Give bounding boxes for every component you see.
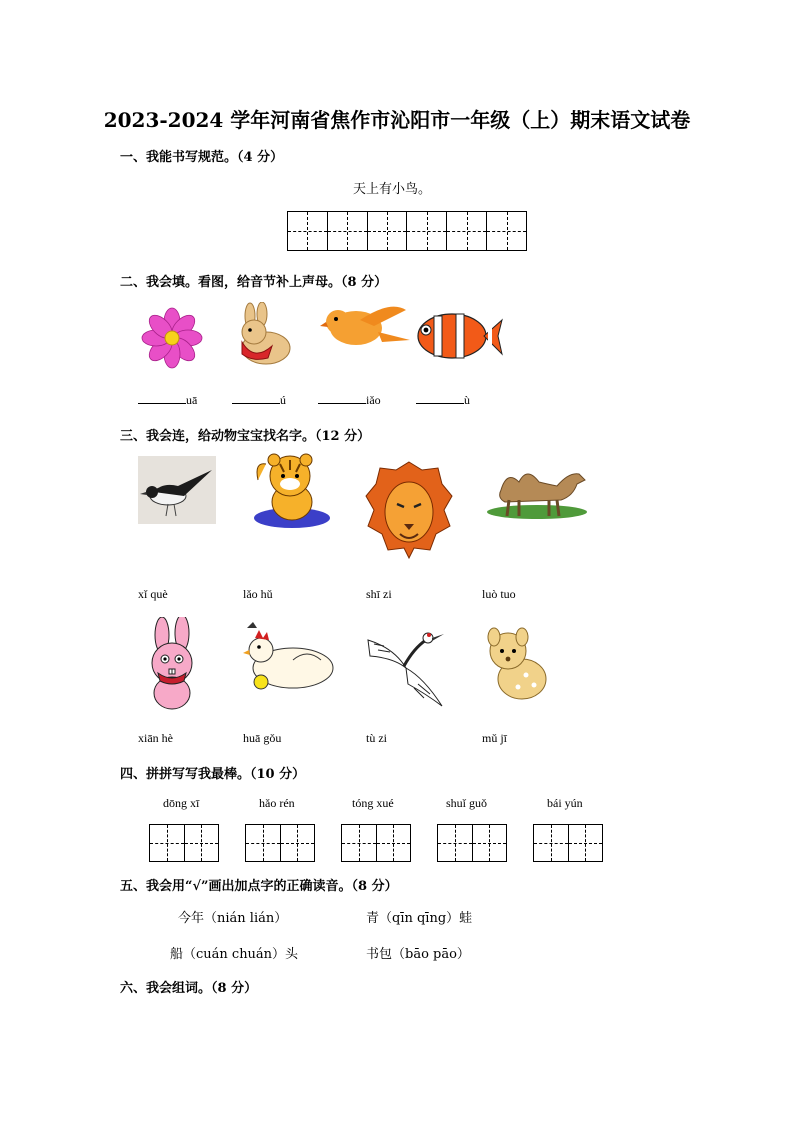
- writing-box[interactable]: [341, 824, 411, 862]
- section-6-heading: 六、我会组词。（8 分）: [120, 981, 258, 996]
- pinyin-label[interactable]: lǎo hǔ: [243, 587, 273, 601]
- fawn-picture: [482, 625, 554, 705]
- tiger-picture: [248, 450, 334, 530]
- word-pinyin: shuǐ guǒ: [446, 796, 488, 810]
- reading-choice[interactable]: 船（cuán chuán）头: [170, 947, 299, 962]
- bird-picture: [320, 300, 412, 352]
- section-1-heading: 一、我能书写规范。（4 分）: [120, 150, 284, 165]
- hen-picture: [243, 620, 339, 692]
- pinyin-label[interactable]: tù zi: [366, 731, 387, 745]
- flower-picture: [140, 307, 204, 369]
- pinyin-label[interactable]: huā gǒu: [243, 731, 282, 745]
- section-5-heading: 五、我会用“√”画出加点字的正确读音。（8 分）: [120, 879, 398, 894]
- rabbit-picture: [138, 617, 208, 713]
- rabbit-picture: [228, 302, 294, 368]
- grid-cell[interactable]: [288, 212, 328, 250]
- magpie-picture: [138, 456, 216, 524]
- grid-cell[interactable]: [328, 212, 368, 250]
- pinyin-blank-3[interactable]: iǎo: [318, 391, 381, 408]
- grid-cell[interactable]: [487, 212, 526, 250]
- word-pinyin: tóng xué: [352, 796, 394, 810]
- camel-picture: [487, 460, 591, 520]
- grid-cell[interactable]: [368, 212, 408, 250]
- reading-choice[interactable]: 书包（bāo pāo）: [366, 947, 470, 962]
- pinyin-blank-2[interactable]: ú: [232, 391, 286, 408]
- grid-cell[interactable]: [407, 212, 447, 250]
- pinyin-label[interactable]: shī zi: [366, 587, 392, 601]
- writing-box[interactable]: [533, 824, 603, 862]
- reading-choice[interactable]: 今年（nián lián）: [178, 911, 288, 926]
- writing-box[interactable]: [437, 824, 507, 862]
- pinyin-label[interactable]: mǔ jī: [482, 731, 508, 745]
- section-4-heading: 四、拼拼写写我最棒。（10 分）: [120, 767, 306, 782]
- grid-cell[interactable]: [447, 212, 487, 250]
- copy-sentence: 天上有小鸟。: [353, 182, 432, 197]
- writing-grid[interactable]: [287, 211, 527, 251]
- page-title: 2023-2024 学年河南省焦作市沁阳市一年级（上）期末语文试卷: [103, 108, 691, 132]
- clownfish-picture: [414, 302, 504, 366]
- writing-box[interactable]: [245, 824, 315, 862]
- pinyin-blank-4[interactable]: ù: [416, 391, 470, 408]
- crane-picture: [364, 628, 448, 708]
- word-pinyin: dōng xī: [163, 796, 200, 810]
- pinyin-label[interactable]: xǐ què: [138, 587, 168, 601]
- reading-choice[interactable]: 青（qīn qīng）蛙: [366, 911, 473, 926]
- section-3-heading: 三、我会连，给动物宝宝找名字。（12 分）: [120, 429, 371, 444]
- pinyin-blank-1[interactable]: uā: [138, 391, 197, 408]
- pinyin-label[interactable]: luò tuo: [482, 587, 516, 601]
- word-pinyin: bái yún: [547, 796, 583, 810]
- section-2-heading: 二、我会填。看图，给音节补上声母。（8 分）: [120, 275, 388, 290]
- pinyin-label[interactable]: xiān hè: [138, 731, 173, 745]
- lion-picture: [364, 460, 454, 560]
- writing-box[interactable]: [149, 824, 219, 862]
- word-pinyin: hǎo rén: [259, 796, 295, 810]
